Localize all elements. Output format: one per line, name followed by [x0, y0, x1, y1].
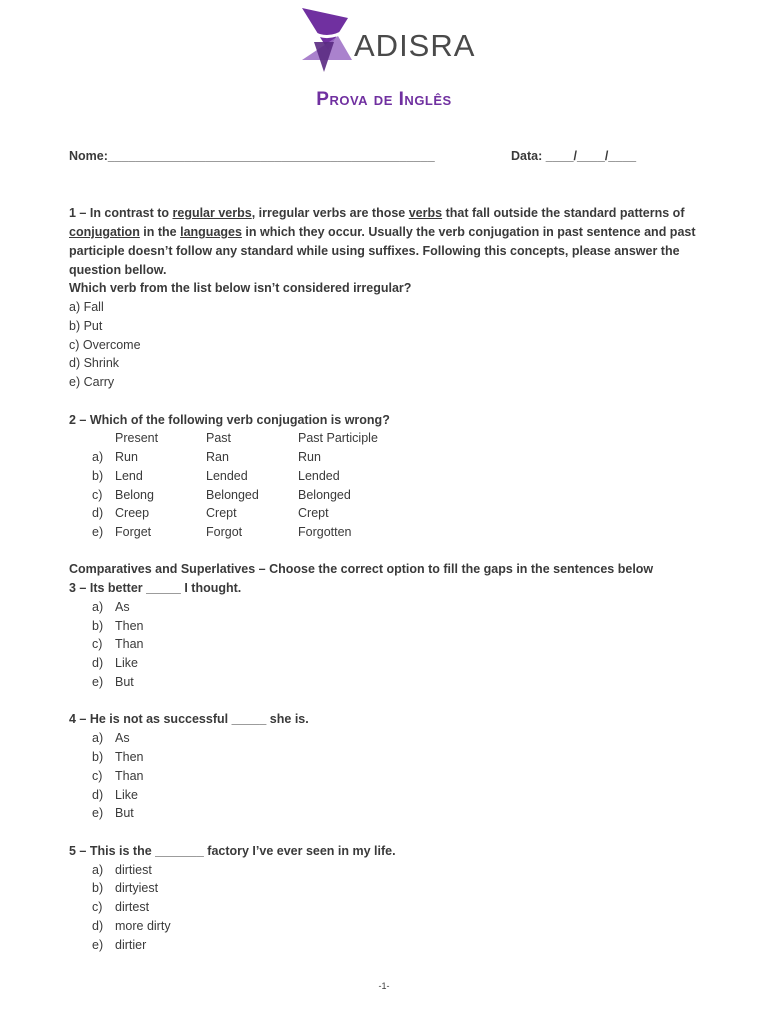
q2-past: Lended: [206, 469, 248, 483]
q2-header-participle: Past Participle: [298, 431, 378, 445]
q1-text: in which they occur. Usually the verb conjugation in past sentence and past: [241, 225, 696, 239]
section-heading: Comparatives and Superlatives – Choose the correct option to fill the gaps in the sentences below: [69, 562, 654, 576]
q1-option-e: e) Carry: [69, 375, 115, 389]
q1-option-a: a) Fall: [69, 300, 104, 314]
option-text: more dirty: [115, 919, 171, 933]
q2-present: Forget: [115, 525, 152, 539]
option-text: But: [115, 806, 134, 820]
q1-paragraph-line-4: question bellow.: [69, 263, 167, 277]
date-blank: ____/____/____: [545, 149, 637, 163]
logo-text: ADISRA: [354, 28, 476, 63]
q2-row-letter: b): [92, 469, 104, 483]
q2-header-present: Present: [115, 431, 159, 445]
verbs-link[interactable]: verbs: [408, 206, 443, 220]
q1-question: Which verb from the list below isn’t considered irregular?: [69, 281, 412, 295]
option-letter: d): [92, 656, 104, 670]
adisra-logo: [298, 6, 488, 76]
option-text: But: [115, 675, 134, 689]
q3-question: 3 – Its better _____ I thought.: [69, 581, 242, 595]
q2-row-letter: a): [92, 450, 104, 464]
option-text: Then: [115, 750, 144, 764]
q1-paragraph-line-2: [69, 225, 696, 239]
option-letter: e): [92, 938, 104, 952]
q1-option-b: b) Put: [69, 319, 103, 333]
option-letter: e): [92, 806, 104, 820]
date-line: [511, 149, 636, 163]
languages-link[interactable]: languages: [180, 225, 242, 239]
q2-participle: Belonged: [298, 488, 351, 502]
regular-verbs-link[interactable]: regular verbs: [172, 206, 252, 220]
page-title: Prova de Inglês: [316, 89, 452, 110]
q2-row-letter: c): [92, 488, 103, 502]
q4-question: 4 – He is not as successful _____ she is.: [69, 712, 309, 726]
option-text: Like: [115, 656, 138, 670]
q2-participle: Crept: [298, 506, 329, 520]
option-text: As: [115, 731, 130, 745]
name-label: Nome:: [69, 149, 108, 163]
option-letter: b): [92, 750, 104, 764]
q2-present: Belong: [115, 488, 154, 502]
name-blank: _______________________________________________: [107, 149, 435, 163]
option-text: Than: [115, 769, 144, 783]
q2-past: Ran: [206, 450, 229, 464]
q2-row-letter: d): [92, 506, 104, 520]
q2-participle: Run: [298, 450, 321, 464]
q2-past: Forgot: [206, 525, 243, 539]
q2-question: 2 – Which of the following verb conjugation is wrong?: [69, 413, 390, 427]
option-letter: a): [92, 600, 104, 614]
option-letter: a): [92, 863, 104, 877]
name-line: [69, 149, 435, 163]
q2-past: Crept: [206, 506, 237, 520]
option-letter: d): [92, 919, 104, 933]
option-text: Than: [115, 637, 144, 651]
option-letter: c): [92, 900, 103, 914]
option-letter: b): [92, 881, 104, 895]
q1-text: , irregular verbs are those: [251, 206, 409, 220]
q1-text: 1 – In contrast to: [69, 206, 173, 220]
logo-mark-icon: [298, 6, 358, 76]
option-letter: d): [92, 788, 104, 802]
option-letter: b): [92, 619, 104, 633]
option-letter: c): [92, 769, 103, 783]
q1-option-c: c) Overcome: [69, 338, 141, 352]
option-letter: e): [92, 675, 104, 689]
option-letter: a): [92, 731, 104, 745]
conjugation-link[interactable]: conjugation: [69, 225, 140, 239]
option-text: dirtier: [115, 938, 147, 952]
option-text: dirtiest: [115, 863, 152, 877]
option-text: As: [115, 600, 130, 614]
q5-question: 5 – This is the _______ factory I’ve ever seen in my life.: [69, 844, 396, 858]
q2-past: Belonged: [206, 488, 259, 502]
option-text: Then: [115, 619, 144, 633]
q1-paragraph-line-3: participle doesn’t follow any standard while using suffixes. Following this concepts, please answer the: [69, 244, 680, 258]
date-label: Data:: [511, 149, 543, 163]
q2-present: Creep: [115, 506, 150, 520]
q2-header-past: Past: [206, 431, 232, 445]
q2-present: Lend: [115, 469, 143, 483]
option-text: Like: [115, 788, 138, 802]
q1-text: that fall outside the standard patterns of: [442, 206, 685, 220]
q2-participle: Lended: [298, 469, 340, 483]
q1-option-d: d) Shrink: [69, 356, 120, 370]
page-number: -1-: [378, 981, 390, 991]
q1-text: in the: [139, 225, 181, 239]
q2-row-letter: e): [92, 525, 104, 539]
q2-participle: Forgotten: [298, 525, 352, 539]
option-letter: c): [92, 637, 103, 651]
option-text: dirtyiest: [115, 881, 159, 895]
option-text: dirtest: [115, 900, 150, 914]
q2-present: Run: [115, 450, 138, 464]
q1-paragraph-line-1: [69, 206, 684, 220]
